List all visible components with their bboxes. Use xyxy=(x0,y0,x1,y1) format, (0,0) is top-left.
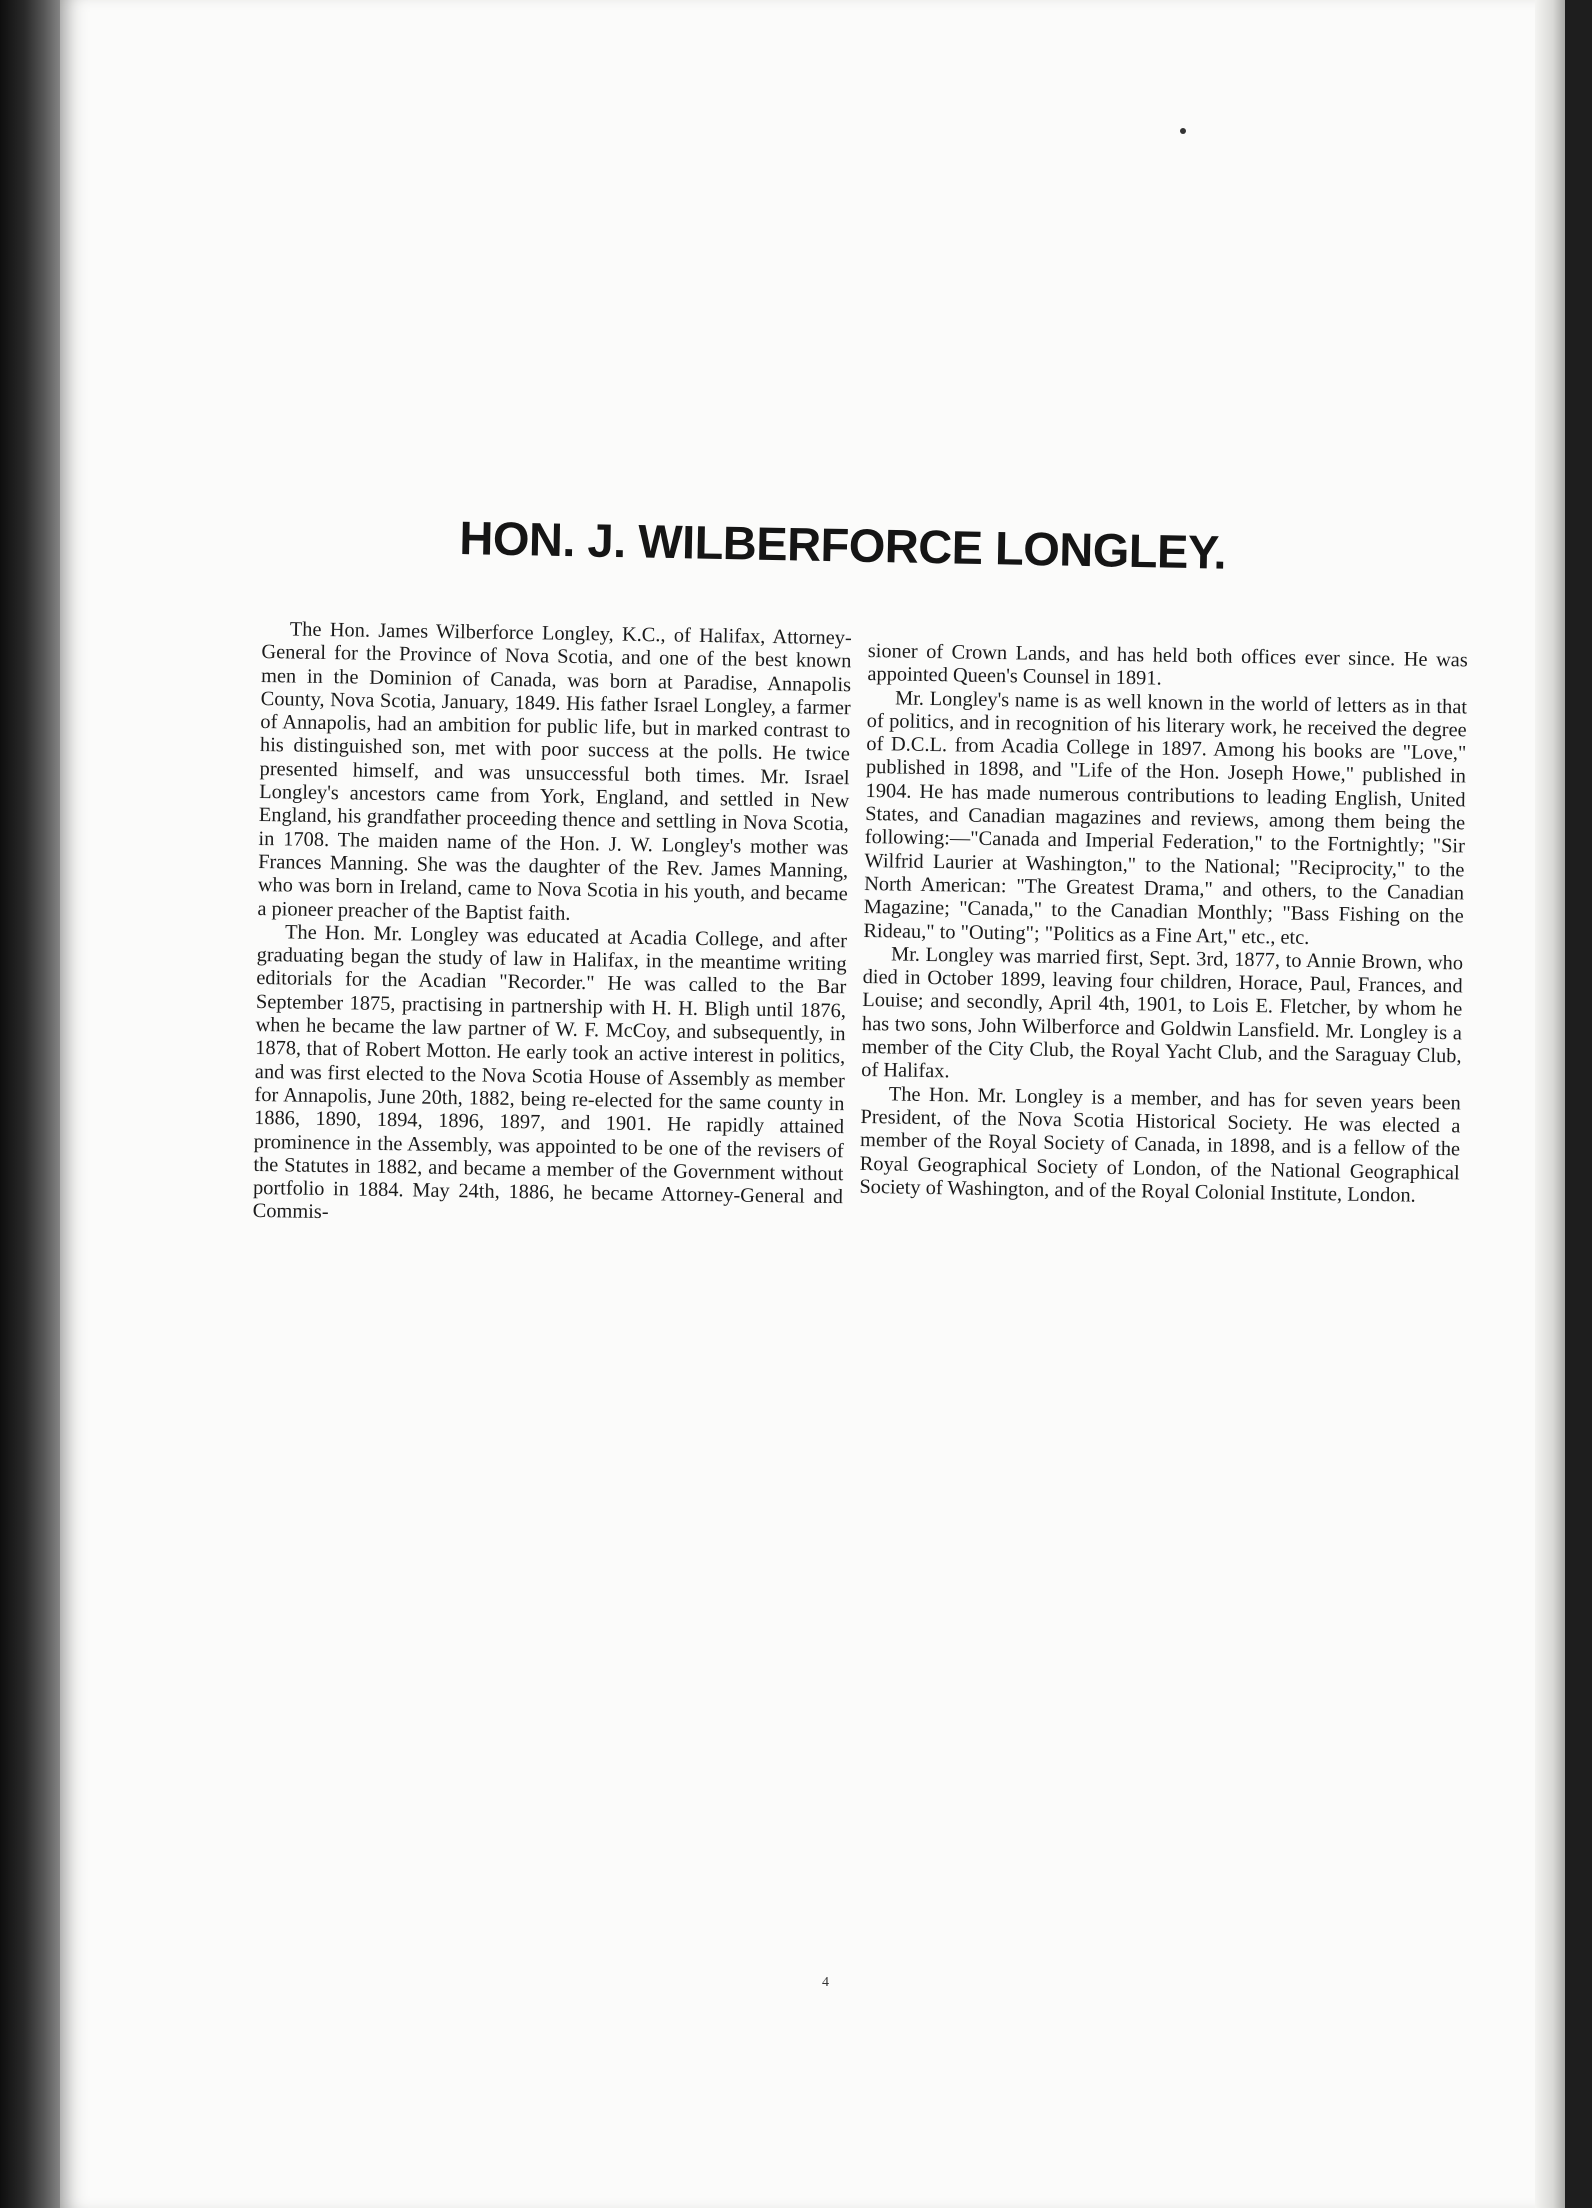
page-number: 4 xyxy=(822,1975,829,1990)
speck-mark xyxy=(1180,128,1186,134)
scan-border xyxy=(1565,0,1592,2208)
paragraph: Mr. Longley was married first, Sept. 3rd, 1877, to Annie Brown, who died in October 1899, leaving four children, Horace, Paul, Frances, and Louise; and secondly, April 4th, 1901, to Lois E. Fletcher, by whom he has two sons, John Wilberforce and Goldwin Lansfield. Mr. Longley is a member of the City Club, the Royal Yacht Club, and the Saraguay Club, of Halifax. xyxy=(861,943,1464,1083)
paragraph: Mr. Longley's name is as well known in the world of letters as in that of politics, and in recognition of his literary work, he received the degree of D.C.L. from Acadia College in 1897. Among his books are "Love," published in 1898, and "Life of the Hon. Joseph Howe," published in 1904. He has made numerous contributions to leading English, United States, and Canadian magazines and reviews, among them being the following:—"Canada and Imperial Federation," to the Fortnightly; "Sir Wilfrid Laurier at Washington," to the National; "Reciprocity," to the North American: "The Greatest Drama," and others, to the Canadian Magazine; "Canada," to the Canadian Monthly; "Bass Fishing on the Rideau," to "Outing"; "Politics as a Fine Art," etc., etc. xyxy=(863,687,1468,949)
paragraph: The Hon. Mr. Longley is a member, and has for seven years been President, of the Nova Scotia Historical Society. He was elected a member of the Royal Society of Canada, in 1898, and is a fellow of the Royal Geographical Society of London, of the National Geographical Society of Washington, and of the Royal Colonial Institute, London. xyxy=(859,1083,1461,1207)
paragraph: The Hon. James Wilberforce Longley, K.C., of Halifax, Attorney-General for the Province of Nova Scotia, and one of the best known men in the Dominion of Canada, was born at Paradise, Annapolis County, Nova Scotia, January, 1849. His father Israel Longley, a farmer of Annapolis, had an ambition for public life, but in marked contrast to his distinguished son, met with poor success at the polls. He twice presented himself, and was unsuccessful both times. Mr. Israel Longley's ancestors came from York, England, and settled in New England, his grandfather proceeding thence and settling in Nova Scotia, in 1708. The maiden name of the Hon. J. W. Longley's mother was Frances Manning. She was the daughter of the Rev. James Manning, who was born in Ireland, came to Nova Scotia in his youth, and became a pioneer preacher of the Baptist faith. xyxy=(257,618,852,925)
right-text-column xyxy=(859,640,1468,1208)
paragraph: The Hon. Mr. Longley was educated at Acadia College, and after graduating began the study of law in Halifax, in the meantime writing editorials for the Acadian "Recorder." He was called to the Bar September 1875, practising in partnership with H. H. Bligh until 1876, when he became the law partner of W. F. McCoy, and subsequently, in 1878, that of Robert Motton. He early took an active interest in politics, and was first elected to the Nova Scotia House of Assembly as member for Annapolis, June 20th, 1882, being re-elected for the same county in 1886, 1890, 1894, 1896, 1897, and 1901. He rapidly attained prominence in the Assembly, was appointed to be one of the revisers of the Statutes in 1882, and became a member of the Government without portfolio in 1884. May 24th, 1886, he became Attorney-General and Commis- xyxy=(252,921,848,1224)
paragraph-continued: sioner of Crown Lands, and has held both offices ever since. He was appointed Queen's Counsel in 1891. xyxy=(867,640,1468,690)
page-edge-shadow xyxy=(1535,0,1565,2208)
book-spine xyxy=(0,0,62,2208)
article-title: HON. J. WILBERFORCE LONGLEY. xyxy=(458,510,1227,579)
left-text-column xyxy=(252,618,851,1233)
